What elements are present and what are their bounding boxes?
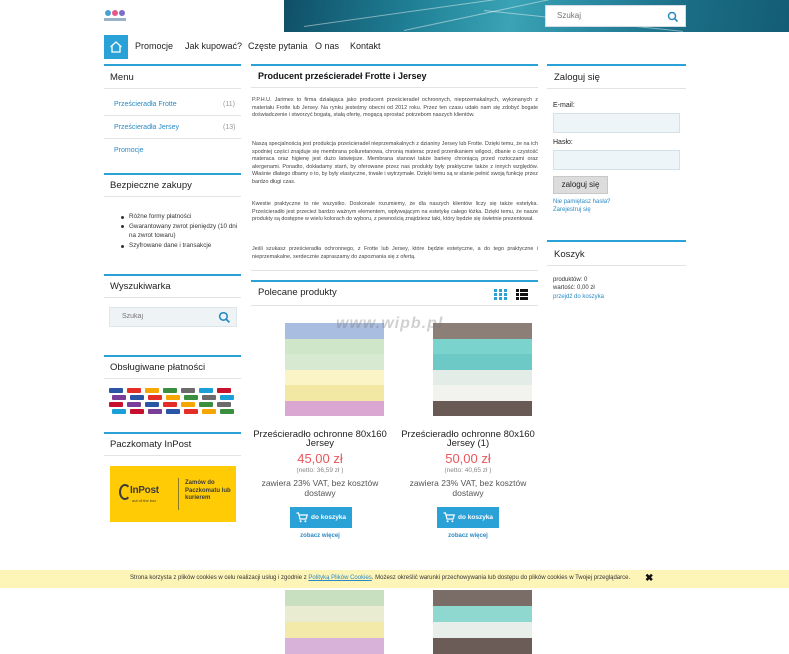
menu-item-promocje[interactable]: Promocje xyxy=(114,147,144,154)
divider xyxy=(178,478,179,510)
product-image-stripe xyxy=(285,339,384,356)
divider xyxy=(104,297,241,298)
featured-products-title: Polecane produkty xyxy=(258,287,337,298)
product-vat-info: zawiera 23% VAT, bez kosztów dostawy xyxy=(261,478,379,498)
nav-item-promocje[interactable]: Promocje xyxy=(135,41,174,51)
add-to-cart-button[interactable] xyxy=(290,507,352,528)
payment-logo xyxy=(184,395,198,400)
cart-title: Koszyk xyxy=(554,249,585,260)
payment-logo xyxy=(130,395,144,400)
cart-products-count: produktów: 0 xyxy=(553,277,588,283)
divider xyxy=(104,378,241,379)
add-to-cart-label: do koszyka xyxy=(458,513,494,521)
product-image-stripe xyxy=(285,590,384,607)
payment-logo xyxy=(166,409,180,414)
add-to-cart-button[interactable] xyxy=(437,507,499,528)
product-vat-info: zawiera 23% VAT, bez kosztów dostawy xyxy=(409,478,527,498)
payment-logo xyxy=(217,402,231,407)
inpost-title: Paczkomaty InPost xyxy=(110,439,192,450)
product-image-stripe xyxy=(433,323,532,340)
payment-logo xyxy=(163,388,177,393)
payment-logo xyxy=(181,402,195,407)
payment-logo xyxy=(220,409,234,414)
list-item: Różne formy płatności xyxy=(119,212,244,222)
product-image-stripe xyxy=(285,385,384,402)
inpost-cta: Zamów do Paczkomatu lub kurierem xyxy=(185,480,231,501)
list-item: Gwarantowany zwrot pieniędzy (10 dni na zwrot towaru) xyxy=(119,222,244,241)
divider xyxy=(251,305,538,306)
payment-logo xyxy=(148,395,162,400)
menu-panel-border xyxy=(104,64,241,66)
header-search xyxy=(545,5,686,27)
payment-logo xyxy=(163,402,177,407)
product-image-stripe xyxy=(285,401,384,417)
search-icon[interactable] xyxy=(667,10,679,28)
cart-value: wartość: 0,00 zł xyxy=(553,285,595,291)
password-field[interactable] xyxy=(553,150,680,170)
intro-paragraph: P.P.H.U. Jarimex to firma działająca jako producent prześcieradeł ochronnych, nieprzemakalnych, wykonanych z materiału Frotte lub Jersey. Na rynku jesteśmy obecni od 2012 roku. Przez ten czasu udało nam się zdobyć bogate doświadczenie i stworzyć bogatą, stałą ofertę, mogącą sprostać potrzebom naszych klientów. xyxy=(252,97,538,118)
product-image-stripe xyxy=(433,638,532,654)
logo-dot xyxy=(112,10,118,16)
inpost-brand: InPost xyxy=(130,485,159,496)
product-name[interactable]: Prześcieradło ochronne 80x160 Jersey (1) xyxy=(401,429,535,449)
divider xyxy=(104,196,241,197)
product-price: 50,00 zł xyxy=(445,451,491,466)
payment-logo xyxy=(184,409,198,414)
payment-logo xyxy=(202,395,216,400)
payment-logo xyxy=(112,395,126,400)
divider xyxy=(104,455,241,456)
safe-shopping-title: Bezpieczne zakupy xyxy=(110,180,192,191)
payment-logo xyxy=(145,402,159,407)
payment-logo xyxy=(199,388,213,393)
divider xyxy=(547,88,686,89)
watermark: www.wipb.pl xyxy=(336,315,444,332)
divider xyxy=(251,270,538,271)
inpost-banner[interactable] xyxy=(110,466,236,522)
product-price: 45,00 zł xyxy=(297,451,343,466)
page-title: Producent prześcieradeł Frotte i Jersey xyxy=(258,71,427,81)
divider xyxy=(251,87,538,88)
cookie-bar xyxy=(0,570,789,588)
divider xyxy=(104,138,241,139)
safe-shopping-list xyxy=(119,212,244,251)
inpost-panel-border xyxy=(104,432,241,434)
payment-logo xyxy=(109,402,123,407)
product-image-stripe xyxy=(285,638,384,654)
close-icon[interactable]: ✖ xyxy=(645,573,654,584)
payment-logo xyxy=(127,388,141,393)
list-item: Szyfrowane dane i transakcje xyxy=(119,241,244,251)
product-image-stripe xyxy=(433,385,532,402)
divider xyxy=(104,115,241,116)
payment-logo xyxy=(145,388,159,393)
login-button[interactable]: zaloguj się xyxy=(553,176,608,194)
payment-logo xyxy=(112,409,126,414)
payment-logo xyxy=(127,402,141,407)
product-name[interactable]: Prześcieradło ochronne 80x160 Jersey xyxy=(253,429,387,449)
product-image[interactable] xyxy=(285,323,384,416)
product-image-stripe xyxy=(433,370,532,387)
payment-logo xyxy=(181,388,195,393)
product-image-stripe xyxy=(433,590,532,607)
header-search-input[interactable] xyxy=(557,11,657,20)
sidebar-search-input[interactable] xyxy=(122,313,212,320)
cart-icon xyxy=(296,512,308,523)
home-button[interactable] xyxy=(104,35,128,59)
cart-panel-border xyxy=(547,240,686,242)
product-image-stripe xyxy=(433,339,532,356)
divider xyxy=(104,88,241,89)
sidebar-search xyxy=(109,307,237,327)
main-panel-border xyxy=(251,64,538,66)
products-panel-border xyxy=(251,280,538,282)
nav-item-o-nas[interactable]: O nas xyxy=(315,41,340,51)
safe-panel-border xyxy=(104,173,241,175)
product-netto: (netto: 36,59 zł ) xyxy=(296,467,344,474)
see-more-link[interactable]: zobacz więcej xyxy=(448,533,488,539)
divider xyxy=(547,265,686,266)
nav-item-jak-kupowac[interactable]: Jak kupować? xyxy=(185,41,243,51)
cookie-text-before: Strona korzysta z plików cookies w celu realizacji usług i zgodnie z xyxy=(130,575,309,581)
payments-panel-border xyxy=(104,355,241,357)
product-image[interactable] xyxy=(433,590,532,654)
login-panel-border xyxy=(547,64,686,66)
payments-title: Obsługiwane płatności xyxy=(110,362,206,373)
password-label: Hasło: xyxy=(553,139,573,146)
logo-text xyxy=(104,18,126,21)
logo-dot xyxy=(105,10,111,16)
product-image-stripe xyxy=(433,401,532,417)
product-netto: (netto: 40,65 zł ) xyxy=(444,467,492,474)
product-image-stripe xyxy=(433,354,532,371)
search-panel-title: Wyszukiwarka xyxy=(110,281,171,292)
home-icon xyxy=(109,40,123,54)
intro-paragraph: Naszą specjalnością jest produkcja prześcieradeł nieprzemakalnych z dzianiny Jersey lub Frotte. Dzięki temu, że na ich spodniej części znajduje się membrana poliuretanowa, chronią materac przed przenikaniem wilgoci, dbanie o czystość materaca oraz higienę jest dużo łatwiejsze. Membrana stanowi także barierę chroniącą przed roztoczami oraz alergenami. Ponadto, dokładamy starń, by oferowane przez nas produkty były praktyczne także z innych względów. Właśnie dlatego dbamy o to, by były elastyczne, trwałe i wytrzymałe. Dzięki temu są w stanie pełnić swoją funkcję przez bardzo długi czas. xyxy=(252,141,538,185)
intro-paragraph: Kwestie praktyczne to nie wszystko. Doskonale rozumiemy, że dla naszych klientów liczy się także estetyka. Prześcieradło jest przecież bardzo ważnym elementem, wpływającym na estetykę całego łóżka. Dzięki temu, że nasze produkty są dostępne w wielu kolorach do wyboru, z pewnością znajdziesz taki, który będzie się świetnie prezentował. xyxy=(252,201,538,222)
nav-item-kontakt[interactable]: Kontakt xyxy=(350,41,381,51)
nav-item-czeste-pytania[interactable]: Częste pytania xyxy=(248,41,308,51)
header-banner xyxy=(284,0,789,32)
header xyxy=(0,0,789,32)
product-image-stripe xyxy=(285,370,384,387)
menu-item-count: (11) xyxy=(223,101,235,108)
intro-paragraph: Jeśli szukasz prześcieradła ochronnego, z Frotte lub Jersey, które będzie estetyczne, a do tego praktyczne i nieprzemakalne, serdecznie zapraszamy do zapoznania się z ofertą. xyxy=(252,246,538,260)
product-image[interactable] xyxy=(285,590,384,654)
payment-logo xyxy=(199,402,213,407)
email-label: E-mail: xyxy=(553,102,575,109)
payment-logo xyxy=(109,388,123,393)
search-icon[interactable] xyxy=(218,311,231,329)
product-image-stripe xyxy=(285,354,384,371)
menu-title: Menu xyxy=(110,72,134,83)
payment-logo xyxy=(148,409,162,414)
inpost-tagline: out of the box xyxy=(132,498,157,503)
payment-logo xyxy=(220,395,234,400)
forgot-password-link[interactable]: Nie pamiętasz hasła? xyxy=(553,199,611,205)
product-image-stripe xyxy=(433,606,532,623)
cookie-text xyxy=(130,575,630,581)
payment-logo xyxy=(217,388,231,393)
payment-logo xyxy=(130,409,144,414)
register-link[interactable]: Zarejestruj się xyxy=(553,207,591,213)
grid-view-icon[interactable] xyxy=(494,287,507,305)
payment-logo xyxy=(202,409,216,414)
add-to-cart-label: do koszyka xyxy=(311,513,347,521)
payment-methods-logos xyxy=(109,388,237,415)
email-field[interactable] xyxy=(553,113,680,133)
product-image[interactable] xyxy=(433,323,532,416)
product-image-stripe xyxy=(285,622,384,639)
cart-icon xyxy=(443,512,455,523)
menu-item-count: (13) xyxy=(223,124,236,131)
cookie-text-after: . Możesz określić warunki przechowywania lub dostępu do plików cookies w Twojej przeglądarce. xyxy=(371,575,631,581)
search-panel-border xyxy=(104,274,241,276)
payment-logo xyxy=(166,395,180,400)
cookie-policy-link[interactable]: Polityką Plików Cookies xyxy=(308,575,372,581)
logo-dot xyxy=(119,10,125,16)
product-image-stripe xyxy=(285,606,384,623)
menu-item-przescieradla-frotte[interactable]: Prześcieradła Frotte xyxy=(114,101,177,108)
see-more-link[interactable]: zobacz więcej xyxy=(300,533,340,539)
login-title: Zaloguj się xyxy=(554,72,600,83)
go-to-cart-link[interactable]: przejdź do koszyka xyxy=(553,294,605,300)
list-view-icon[interactable] xyxy=(516,287,528,305)
product-image-stripe xyxy=(433,622,532,639)
site-logo[interactable] xyxy=(104,10,126,24)
menu-item-przescieradla-jersey[interactable]: Prześcieradła Jersey xyxy=(114,124,179,131)
